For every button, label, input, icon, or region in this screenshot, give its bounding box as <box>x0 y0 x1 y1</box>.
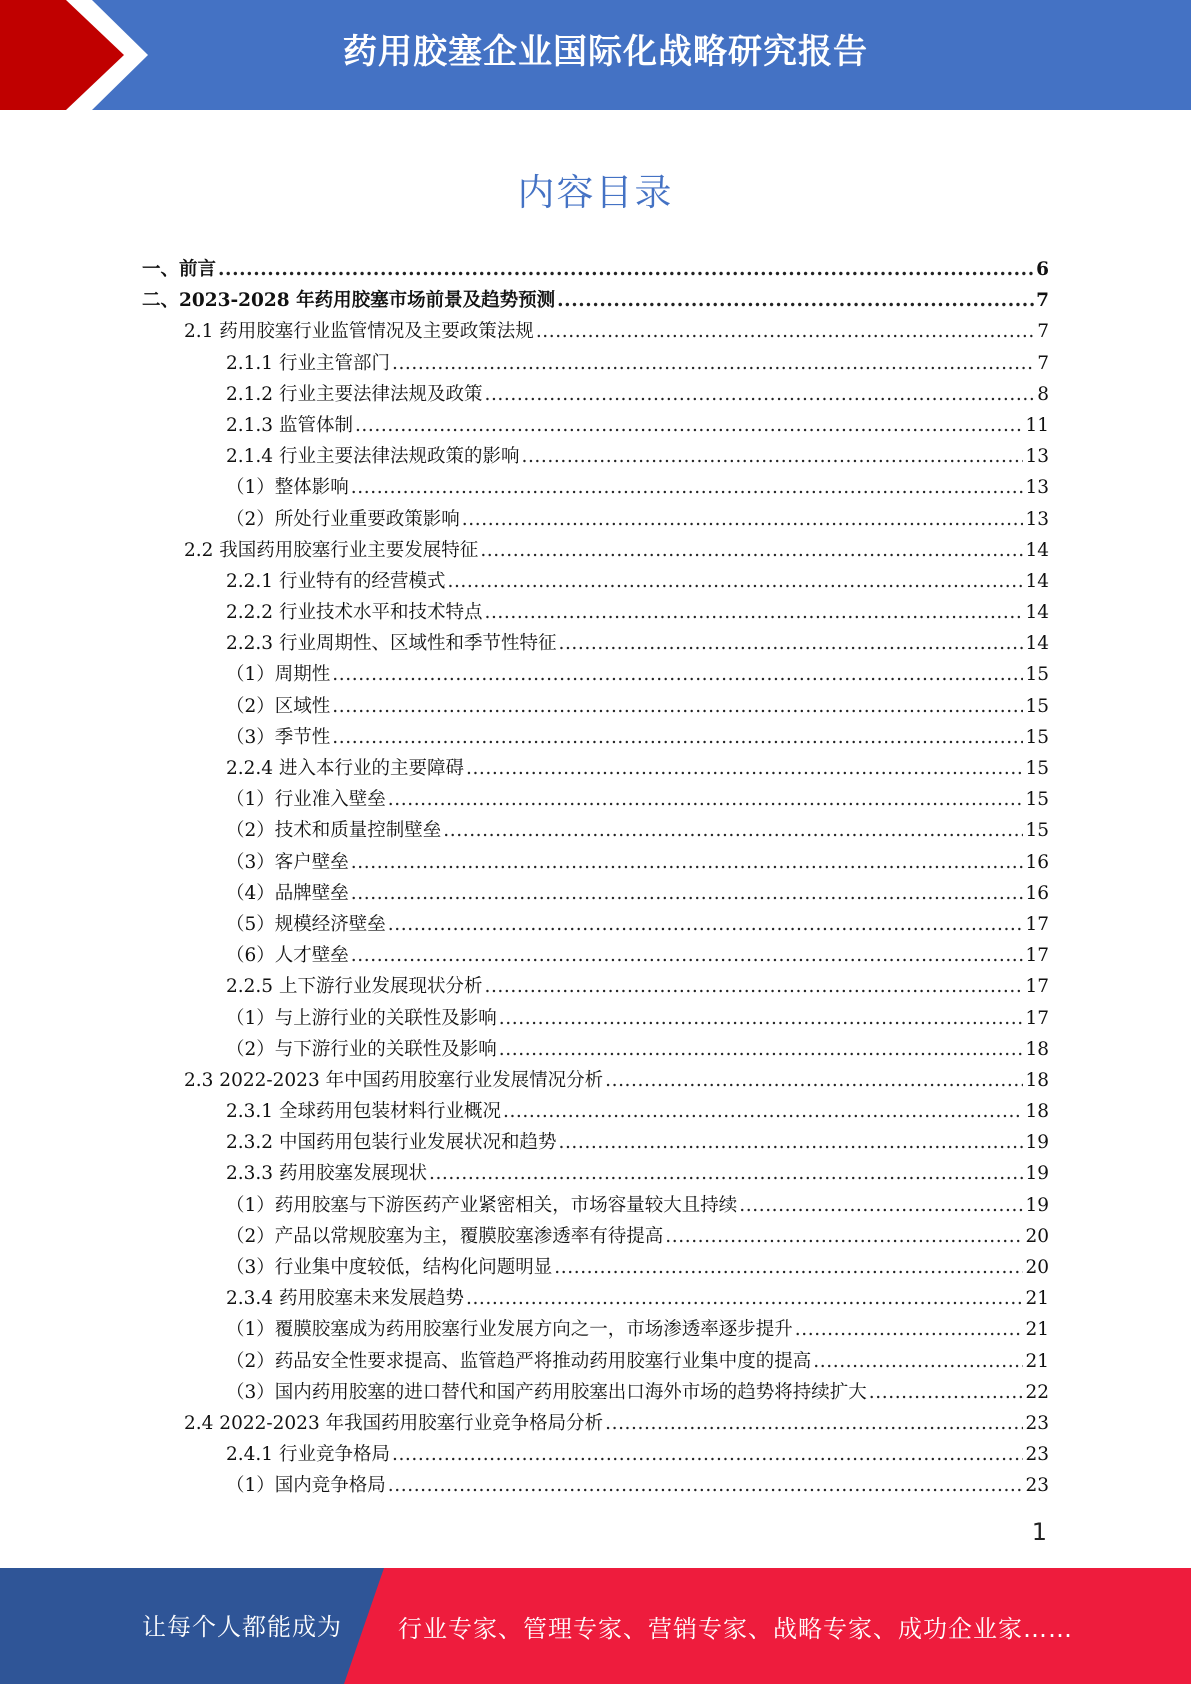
toc-entry-label: 2.3.3 药用胶塞发展现状 <box>226 1163 427 1185</box>
toc-entry-label: （2）与下游行业的关联性及影响 <box>226 1038 497 1060</box>
toc-entry-label: 2.2.5 上下游行业发展现状分析 <box>226 976 483 998</box>
toc-entry[interactable] <box>142 410 1049 441</box>
toc-entry-page: 18 <box>1025 1101 1049 1123</box>
toc-dot-leader <box>429 1158 1023 1189</box>
toc-entry-label: 2.2.4 进入本行业的主要障碍 <box>226 758 464 779</box>
toc-entry[interactable] <box>142 441 1049 472</box>
toc-entry-label: 2.3 2022-2023 年中国药用胶塞行业发展情况分析 <box>184 1069 604 1091</box>
toc-entry-label: 2.1.1 行业主管部门 <box>226 352 390 374</box>
toc-entry-page: 7 <box>1037 352 1049 374</box>
toc-entry[interactable] <box>142 566 1049 597</box>
toc-dot-leader <box>388 909 1024 940</box>
toc-dot-leader <box>605 1065 1023 1096</box>
toc-dot-leader <box>484 597 1023 628</box>
toc-entry-page: 19 <box>1025 1163 1049 1185</box>
toc-entry-label: （6）人才壁垒 <box>226 945 349 967</box>
toc-entry-label: （5）规模经济壁垒 <box>226 913 386 935</box>
toc-entry[interactable] <box>142 1127 1049 1158</box>
toc-entry[interactable] <box>142 1377 1049 1408</box>
toc-entry[interactable] <box>142 316 1049 347</box>
toc-entry-label: 2.1.3 监管体制 <box>226 414 353 436</box>
footer-slogan-right: 行业专家、管理专家、营销专家、战略专家、成功企业家…… <box>398 1615 1073 1643</box>
toc-entry-label: 2.3.4 药用胶塞未来发展趋势 <box>226 1288 464 1310</box>
toc-dot-leader <box>484 379 1035 410</box>
toc-entry[interactable] <box>142 1221 1049 1252</box>
toc-entry[interactable] <box>142 285 1049 316</box>
report-title: 药用胶塞企业国际化战略研究报告 <box>343 32 868 72</box>
table-of-contents <box>142 254 1049 1502</box>
toc-entry-page: 15 <box>1025 695 1049 717</box>
toc-entry-page: 17 <box>1025 913 1049 935</box>
toc-entry-page: 14 <box>1025 633 1049 655</box>
toc-dot-leader <box>869 1377 1024 1408</box>
toc-entry[interactable] <box>142 1158 1049 1189</box>
toc-entry[interactable] <box>142 691 1049 722</box>
toc-entry[interactable] <box>142 379 1049 410</box>
toc-entry-page: 16 <box>1025 882 1049 904</box>
toc-entry-page: 21 <box>1025 1350 1049 1372</box>
toc-dot-leader <box>351 847 1024 878</box>
toc-entry-page: 23 <box>1025 1475 1049 1497</box>
toc-entry[interactable] <box>142 1190 1049 1221</box>
toc-dot-leader <box>388 784 1024 815</box>
toc-entry-page: 7 <box>1036 290 1049 312</box>
toc-entry-label: （1）与上游行业的关联性及影响 <box>226 1007 497 1029</box>
toc-entry[interactable] <box>142 472 1049 503</box>
toc-dot-leader <box>813 1346 1023 1377</box>
page-header <box>0 0 1191 110</box>
toc-entry[interactable] <box>142 1283 1049 1314</box>
toc-entry-label: （2）技术和质量控制壁垒 <box>226 820 442 842</box>
toc-entry-page: 22 <box>1025 1381 1049 1403</box>
toc-entry[interactable] <box>142 722 1049 753</box>
toc-dot-leader <box>554 1252 1023 1283</box>
toc-entry-label: （2）产品以常规胶塞为主，覆膜胶塞渗透率有待提高 <box>226 1225 664 1247</box>
toc-entry[interactable] <box>142 1470 1049 1501</box>
toc-entry-page: 18 <box>1025 1069 1049 1091</box>
toc-dot-leader <box>499 1034 1024 1065</box>
toc-entry-label: （3）季节性 <box>226 726 331 748</box>
toc-dot-leader <box>521 441 1023 472</box>
toc-entry-label: 2.2.2 行业技术水平和技术特点 <box>226 602 483 624</box>
toc-entry-label: 2.1 药用胶塞行业监管情况及主要政策法规 <box>184 321 534 343</box>
toc-entry-page: 14 <box>1025 539 1049 561</box>
toc-heading: 内容目录 <box>517 171 674 214</box>
toc-dot-leader <box>557 285 1034 316</box>
toc-entry[interactable] <box>142 909 1049 940</box>
toc-dot-leader <box>503 1096 1023 1127</box>
toc-entry[interactable] <box>142 1065 1049 1096</box>
toc-entry[interactable] <box>142 1096 1049 1127</box>
toc-entry-page: 6 <box>1036 259 1049 280</box>
page-footer <box>0 1568 1191 1684</box>
toc-entry-page: 19 <box>1025 1132 1049 1154</box>
toc-entry[interactable] <box>142 815 1049 846</box>
toc-entry[interactable] <box>142 535 1049 566</box>
toc-entry-page: 16 <box>1025 851 1049 873</box>
toc-dot-leader <box>388 1470 1024 1501</box>
toc-dot-leader <box>665 1221 1023 1252</box>
toc-dot-leader <box>795 1314 1024 1345</box>
toc-dot-leader <box>466 753 1023 784</box>
toc-entry-label: 2.1.2 行业主要法律法规及政策 <box>226 383 483 405</box>
toc-entry-page: 14 <box>1025 570 1049 592</box>
toc-entry-page: 15 <box>1025 758 1049 779</box>
toc-dot-leader <box>351 940 1024 971</box>
toc-entry-label: （3）行业集中度较低，结构化问题明显 <box>226 1257 553 1278</box>
toc-entry-page: 23 <box>1025 1444 1049 1466</box>
toc-dot-leader <box>332 722 1023 753</box>
toc-entry-page: 17 <box>1025 1007 1049 1029</box>
toc-dot-leader <box>392 348 1035 379</box>
toc-entry-label: 2.2.3 行业周期性、区域性和季节性特征 <box>226 633 557 655</box>
toc-dot-leader <box>466 1283 1023 1314</box>
toc-entry-label: （1）覆膜胶塞成为药用胶塞行业发展方向之一，市场渗透率逐步提升 <box>226 1319 793 1341</box>
toc-dot-leader <box>558 628 1023 659</box>
toc-entry-label: 二、2023-2028 年药用胶塞市场前景及趋势预测 <box>142 290 556 312</box>
toc-entry-label: （1）行业准入壁垒 <box>226 789 386 811</box>
toc-dot-leader <box>351 878 1024 909</box>
toc-dot-leader <box>447 566 1023 597</box>
toc-entry-page: 15 <box>1025 664 1049 686</box>
toc-dot-leader <box>480 535 1023 566</box>
toc-entry-label: 2.3.1 全球药用包装材料行业概况 <box>226 1101 501 1123</box>
toc-entry[interactable] <box>142 254 1049 285</box>
toc-entry[interactable] <box>142 1034 1049 1065</box>
toc-dot-leader <box>605 1408 1023 1439</box>
toc-dot-leader <box>499 1003 1024 1034</box>
toc-dot-leader <box>351 472 1024 503</box>
toc-entry-label: （2）药品安全性要求提高、监管趋严将推动药用胶塞行业集中度的提高 <box>226 1350 812 1372</box>
toc-entry-page: 13 <box>1025 446 1049 468</box>
toc-entry[interactable] <box>142 504 1049 535</box>
toc-entry[interactable] <box>142 1439 1049 1470</box>
toc-entry[interactable] <box>142 940 1049 971</box>
toc-entry-label: 2.2 我国药用胶塞行业主要发展特征 <box>184 539 479 561</box>
toc-entry-label: （1）药用胶塞与下游医药产业紧密相关，市场容量较大且持续 <box>226 1194 738 1216</box>
toc-dot-leader <box>558 1127 1023 1158</box>
toc-dot-leader <box>332 691 1023 722</box>
toc-entry[interactable] <box>142 971 1049 1002</box>
page-number: 1 <box>1031 1518 1047 1546</box>
toc-entry[interactable] <box>142 753 1049 784</box>
toc-dot-leader <box>484 971 1023 1002</box>
toc-dot-leader <box>739 1190 1023 1221</box>
toc-entry-page: 18 <box>1025 1038 1049 1060</box>
toc-entry-page: 21 <box>1025 1288 1049 1310</box>
toc-entry-page: 15 <box>1025 820 1049 842</box>
toc-entry[interactable] <box>142 878 1049 909</box>
toc-entry-page: 17 <box>1025 945 1049 967</box>
toc-entry-page: 20 <box>1025 1225 1049 1247</box>
toc-entry[interactable] <box>142 847 1049 878</box>
toc-entry-page: 19 <box>1025 1194 1049 1216</box>
toc-entry[interactable] <box>142 1003 1049 1034</box>
toc-dot-leader <box>462 504 1024 535</box>
toc-entry-label: （1）周期性 <box>226 664 331 686</box>
toc-entry-page: 15 <box>1025 726 1049 748</box>
toc-entry-page: 23 <box>1025 1412 1049 1434</box>
toc-entry[interactable] <box>142 1346 1049 1377</box>
toc-dot-leader <box>392 1439 1023 1470</box>
toc-entry-page: 11 <box>1025 414 1049 436</box>
toc-entry-page: 13 <box>1025 508 1049 530</box>
toc-entry-label: 2.3.2 中国药用包装行业发展状况和趋势 <box>226 1132 557 1154</box>
toc-entry[interactable] <box>142 597 1049 628</box>
toc-entry-page: 13 <box>1025 477 1049 499</box>
footer-slogan-left: 让每个人都能成为 <box>142 1613 342 1641</box>
toc-entry-page: 8 <box>1037 383 1049 405</box>
toc-entry-label: 2.1.4 行业主要法律法规政策的影响 <box>226 446 520 468</box>
toc-entry-page: 21 <box>1025 1319 1049 1341</box>
toc-entry[interactable] <box>142 1408 1049 1439</box>
toc-entry-page: 7 <box>1037 321 1049 343</box>
toc-entry-label: （1）国内竞争格局 <box>226 1475 386 1497</box>
toc-entry[interactable] <box>142 1314 1049 1345</box>
toc-entry-label: 2.4.1 行业竞争格局 <box>226 1444 390 1466</box>
toc-entry-page: 17 <box>1025 976 1049 998</box>
toc-entry-label: （3）客户壁垒 <box>226 851 349 873</box>
toc-entry-page: 15 <box>1025 789 1049 811</box>
toc-entry[interactable] <box>142 348 1049 379</box>
toc-dot-leader <box>443 815 1023 846</box>
toc-entry[interactable] <box>142 1252 1049 1283</box>
toc-entry-label: （4）品牌壁垒 <box>226 882 349 904</box>
toc-dot-leader <box>218 254 1034 285</box>
toc-entry-label: （2）所处行业重要政策影响 <box>226 508 460 530</box>
toc-entry[interactable] <box>142 628 1049 659</box>
toc-entry-page: 20 <box>1025 1257 1049 1278</box>
toc-dot-leader <box>536 316 1035 347</box>
toc-entry-label: 2.2.1 行业特有的经营模式 <box>226 570 446 592</box>
toc-dot-leader <box>332 659 1023 690</box>
toc-entry-label: （1）整体影响 <box>226 477 349 499</box>
toc-dot-leader <box>355 410 1024 441</box>
toc-entry-label: （2）区域性 <box>226 695 331 717</box>
toc-entry-label: 一、前言 <box>142 259 217 280</box>
toc-entry-page: 14 <box>1025 602 1049 624</box>
toc-entry[interactable] <box>142 659 1049 690</box>
toc-entry-label: 2.4 2022-2023 年我国药用胶塞行业竞争格局分析 <box>184 1412 604 1434</box>
toc-entry-label: （3）国内药用胶塞的进口替代和国产药用胶塞出口海外市场的趋势将持续扩大 <box>226 1381 867 1403</box>
toc-entry[interactable] <box>142 784 1049 815</box>
